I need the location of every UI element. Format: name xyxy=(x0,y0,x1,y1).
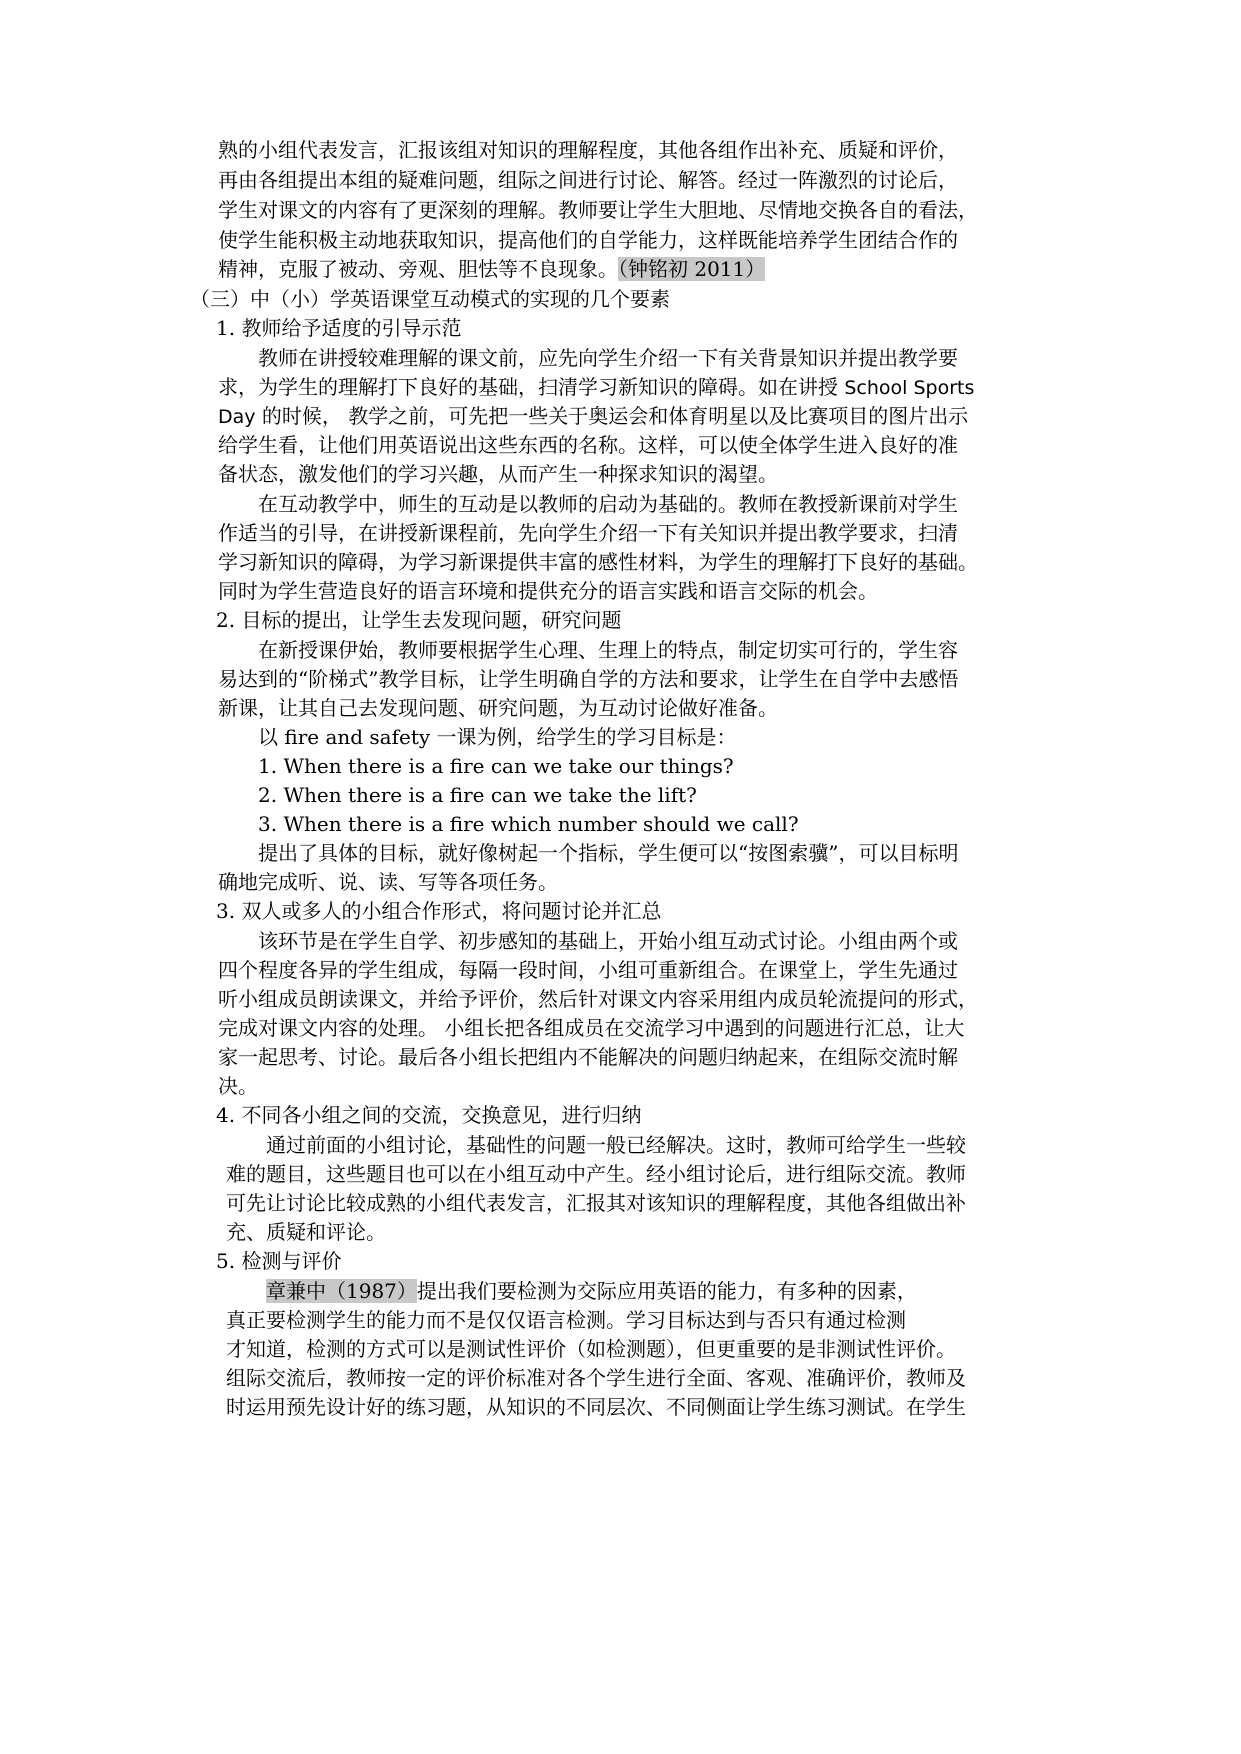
body-text-line: 可先让讨论比较成熟的小组代表发言，汇报其对该知识的理解程度，其他各组做出补 xyxy=(226,1191,966,1215)
body-text-line: 在新授课伊始，教师要根据学生心理、生理上的特点，制定切实可行的，学生容 xyxy=(258,638,958,662)
body-text-line: 才知道，检测的方式可以是测试性评价（如检测题），但更重要的是非测试性评价。 xyxy=(226,1337,956,1361)
body-text-line: 作适当的引导，在讲授新课程前，先向学生介绍一下有关知识并提出教学要求，扫清 xyxy=(218,521,958,545)
objective-item: 3. When there is a fire which number should we call? xyxy=(258,812,799,836)
body-text-line: 家一起思考、讨论。最后各小组长把组内不能解决的问题归纳起来，在组际交流时解 xyxy=(218,1045,958,1069)
objective-item: 2. When there is a fire can we take the lift? xyxy=(258,783,697,807)
section-heading: （三）中（小）学英语课堂互动模式的实现的几个要素 xyxy=(190,287,670,311)
body-text-line: 时运用预先设计好的练习题，从知识的不同层次、不同侧面让学生练习测试。在学生 xyxy=(226,1395,966,1419)
citation-highlight: 章兼中（1987） xyxy=(266,1279,417,1303)
body-text-line: 决。 xyxy=(218,1074,258,1098)
body-text-line: 新课，让其自己去发现问题、研究问题，为互动讨论做好准备。 xyxy=(218,696,778,720)
body-text-line: 以 fire and safety 一课为例，给学生的学习目标是： xyxy=(258,725,737,749)
body-text: 精神，克服了被动、旁观、胆怯等不良现象。 xyxy=(218,257,618,281)
body-text-line: 确地完成听、说、读、写等各项任务。 xyxy=(218,870,558,894)
body-text-line: 真正要检测学生的能力而不是仅仅语言检测。学习目标达到与否只有通过检测 xyxy=(226,1308,906,1332)
item-heading: 4. 不同各小组之间的交流，交换意见，进行归纳 xyxy=(216,1103,642,1127)
body-text-line xyxy=(218,253,765,285)
body-text-line: 学生对课文的内容有了更深刻的理解。教师要让学生大胆地、尽情地交换各自的看法， xyxy=(218,198,978,222)
body-text-line: 听小组成员朗读课文，并给予评价，然后针对课文内容采用组内成员轮流提问的形式， xyxy=(218,987,978,1011)
item-heading: 3. 双人或多人的小组合作形式，将问题讨论并汇总 xyxy=(216,899,662,923)
english-title: School Sports xyxy=(844,377,975,399)
body-text-line: 再由各组提出本组的疑难问题，组际之间进行讨论、解答。经过一阵激烈的讨论后， xyxy=(218,168,958,192)
body-text-line: 熟的小组代表发言，汇报该组对知识的理解程度，其他各组作出补充、质疑和评价， xyxy=(218,138,958,162)
english-title: Day xyxy=(218,406,256,428)
body-text-line: 四个程度各异的学生组成，每隔一段时间，小组可重新组合。在课堂上，学生先通过 xyxy=(218,958,958,982)
body-text-line xyxy=(218,371,974,403)
body-text-line xyxy=(218,400,968,432)
body-text-line: 学习新知识的障碍，为学习新课提供丰富的感性材料，为学生的理解打下良好的基础。 xyxy=(218,550,978,574)
body-text-line: 同时为学生营造良好的语言环境和提供充分的语言实践和语言交际的机会。 xyxy=(218,579,878,603)
body-text-line: 通过前面的小组讨论，基础性的问题一般已经解决。这时，教师可给学生一些较 xyxy=(266,1133,966,1157)
item-heading: 5. 检测与评价 xyxy=(216,1249,342,1273)
item-heading: 1. 教师给予适度的引导示范 xyxy=(216,316,462,340)
body-text-line: 在互动教学中，师生的互动是以教师的启动为基础的。教师在教授新课前对学生 xyxy=(258,492,958,516)
body-text-line: 使学生能积极主动地获取知识，提高他们的自学能力，这样既能培养学生团结合作的 xyxy=(218,228,958,252)
body-text-line: 提出了具体的目标，就好像树起一个指标，学生便可以“按图索骥”，可以目标明 xyxy=(258,841,959,865)
body-text-line: 备状态，激发他们的学习兴趣，从而产生一种探求知识的渴望。 xyxy=(218,462,778,486)
body-text-line: 易达到的“阶梯式”教学目标，让学生明确自学的方法和要求，让学生在自学中去感悟 xyxy=(218,667,959,691)
body-text-line: 充、质疑和评论。 xyxy=(226,1220,386,1244)
body-text-line: 完成对课文内容的处理。 小组长把各组成员在交流学习中遇到的问题进行汇总，让大 xyxy=(218,1016,965,1040)
item-heading: 2. 目标的提出，让学生去发现问题，研究问题 xyxy=(216,608,622,632)
body-text-line: 给学生看，让他们用英语说出这些东西的名称。这样，可以使全体学生进入良好的准 xyxy=(218,433,958,457)
body-text: 的时候， 教学之前，可先把一些关于奥运会和体育明星以及比赛项目的图片出示 xyxy=(255,404,969,428)
body-text-line: 难的题目，这些题目也可以在小组互动中产生。经小组讨论后，进行组际交流。教师 xyxy=(226,1162,966,1186)
body-text-line: 组际交流后，教师按一定的评价标准对各个学生进行全面、客观、准确评价，教师及 xyxy=(226,1366,966,1390)
objective-item: 1. When there is a fire can we take our things? xyxy=(258,754,734,778)
body-text-line: 该环节是在学生自学、初步感知的基础上，开始小组互动式讨论。小组由两个或 xyxy=(258,929,958,953)
citation-highlight: （钟铭初 2011） xyxy=(618,257,766,281)
body-text-line xyxy=(266,1275,917,1307)
body-text: 提出我们要检测为交际应用英语的能力，有多种的因素， xyxy=(416,1279,917,1303)
body-text-line: 教师在讲授较难理解的课文前，应先向学生介绍一下有关背景知识并提出教学要 xyxy=(258,346,958,370)
body-text: 求，为学生的理解打下良好的基础，扫清学习新知识的障碍。如在讲授 xyxy=(218,375,845,399)
